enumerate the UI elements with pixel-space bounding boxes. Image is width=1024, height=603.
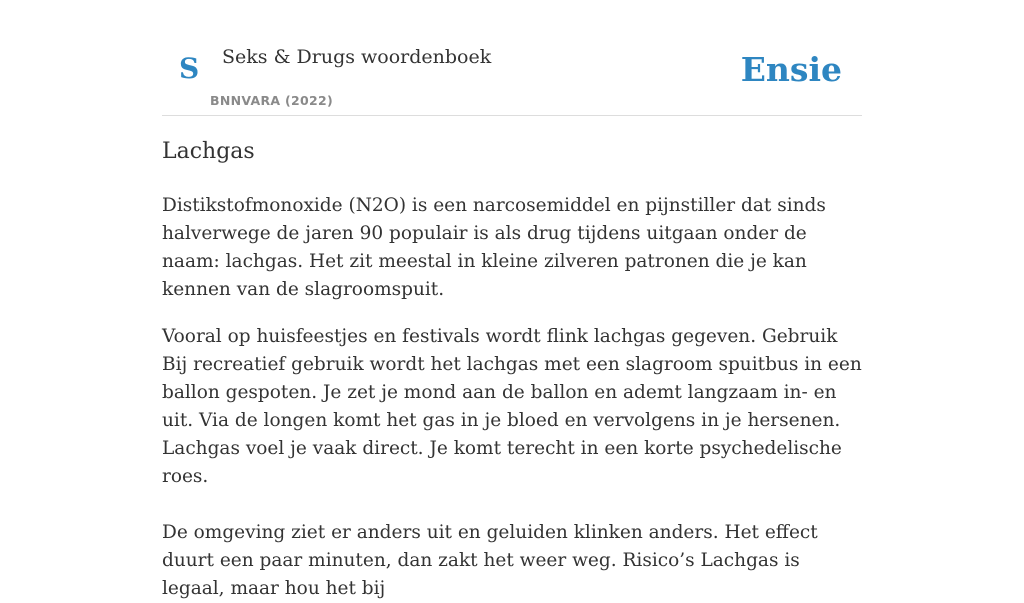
ensie-brand-logo[interactable]: Ensie — [740, 50, 842, 89]
source-initial-logo: S — [179, 52, 200, 85]
entry-content — [162, 192, 867, 603]
entry-paragraph: Distikstofmonoxide (N2O) is een narcosemiddel en pijnstiller dat sinds halverwege de jaren 90 populair is als drug tijdens uitgaan onder de naam: lachgas. Het zit meestal in kleine zilveren patronen die je kan kennen van de slagroomspuit. — [162, 195, 826, 300]
entry-title: Lachgas — [162, 139, 255, 164]
source-publisher-label: BNNVARA (2022) — [210, 93, 334, 108]
entry-paragraph: Vooral op huisfeestjes en festivals wordt flink lachgas gegeven. Gebruik Bij recreatief gebruik wordt het lachgas met een slagroom spuitbus in een ballon gespoten. Je zet je mond aan de ballon en ademt langzaam in- en uit. Via de longen komt het gas in je bloed en vervolgens in je hersenen. Lachgas voel je vaak direct. Je komt terecht in een korte psychedelische roes. — [162, 326, 862, 487]
entry-paragraph: De omgeving ziet er anders uit en geluiden klinken anders. Het effect duurt een paar minuten, dan zakt het weer weg. Risico’s Lachgas is legaal, maar hou het bij — [162, 522, 818, 599]
source-header — [162, 30, 862, 116]
source-title-link[interactable]: Seks & Drugs woordenboek — [222, 46, 492, 68]
